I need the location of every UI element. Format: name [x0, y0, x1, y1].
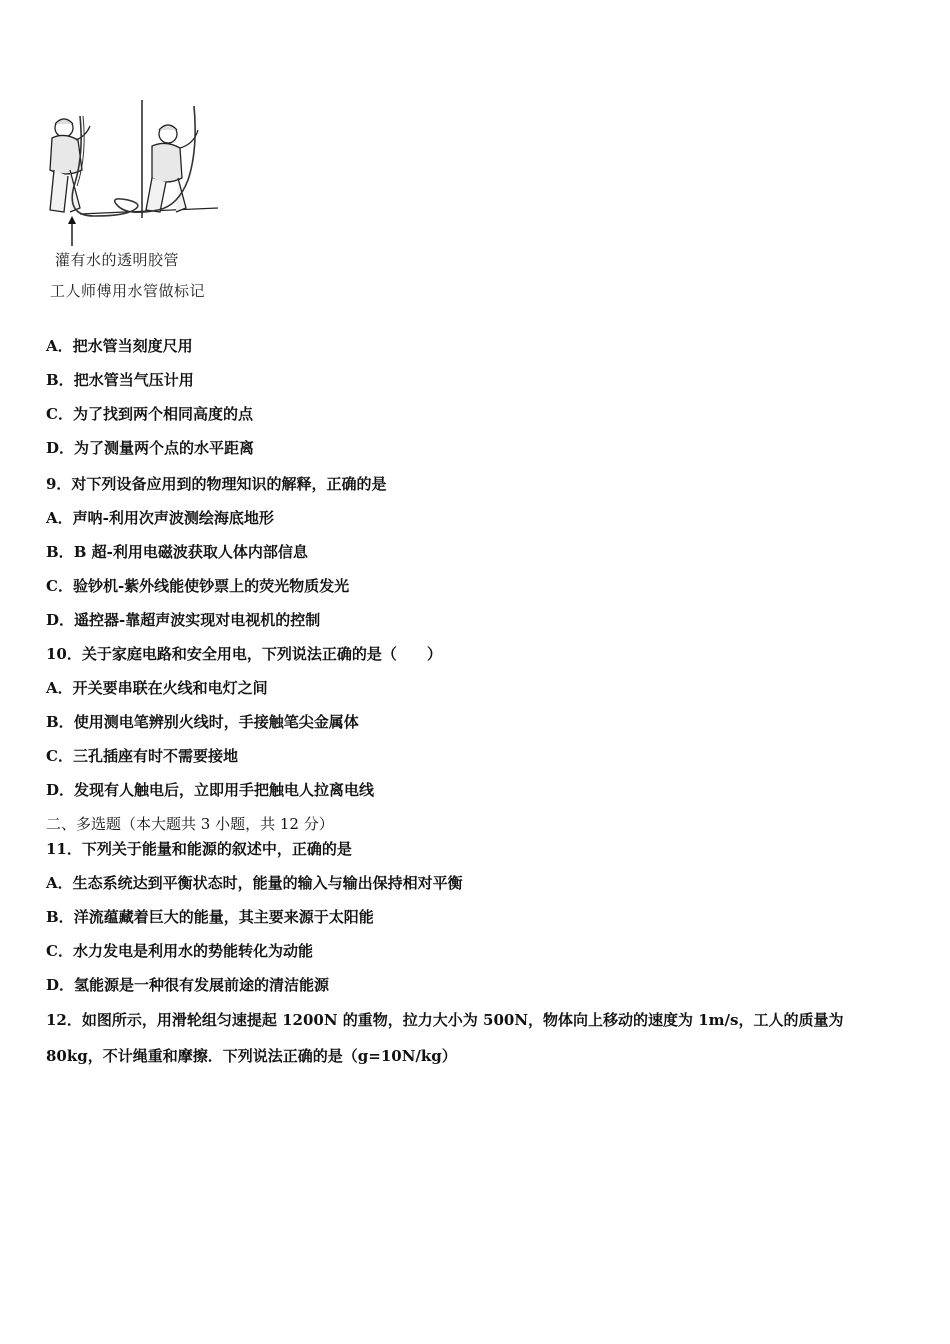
- workers-illustration: [40, 98, 230, 248]
- q11-option-c: [46, 941, 313, 961]
- option-text: 验钞机-紫外线能使钞票上的荧光物质发光: [72, 577, 350, 595]
- q9-option-c: [46, 576, 349, 596]
- option-text: 开关要串联在火线和电灯之间: [72, 679, 268, 697]
- option-text: 发现有人触电后，立即用手把触电人拉离电线: [74, 781, 375, 799]
- q10-stem: 10．关于家庭电路和安全用电，下列说法正确的是（ ）: [46, 645, 442, 663]
- q8-option-d: [46, 438, 254, 458]
- q8-option-c: [46, 404, 253, 424]
- figure-caption: 工人师傅用水管做标记: [50, 282, 206, 300]
- option-text: B 超-利用电磁波获取人体内部信息: [73, 543, 308, 561]
- option-text: 把水管当气压计用: [73, 371, 194, 389]
- q10-option-d: [46, 780, 374, 800]
- q11-option-b: [46, 907, 374, 927]
- option-text: 生态系统达到平衡状态时，能量的输入与输出保持相对平衡: [72, 874, 463, 892]
- q11-stem: 11．下列关于能量和能源的叙述中，正确的是: [46, 840, 352, 858]
- option-key: C．: [46, 942, 73, 960]
- q9-stem: 9．对下列设备应用到的物理知识的解释，正确的是: [46, 475, 387, 493]
- option-text: 洋流蕴藏着巨大的能量，其主要来源于太阳能: [73, 908, 374, 926]
- option-text: 水力发电是利用水的势能转化为动能: [72, 942, 313, 960]
- q10-option-a: [46, 678, 268, 698]
- hose-label: 灌有水的透明胶管: [55, 251, 180, 269]
- option-key: A．: [46, 874, 73, 892]
- q9-option-d: [46, 610, 320, 630]
- option-key: B．: [46, 713, 74, 731]
- option-key: B．: [46, 543, 74, 561]
- option-text: 为了找到两个相同高度的点: [72, 405, 253, 423]
- option-text: 声呐-利用次声波测绘海底地形: [72, 509, 274, 527]
- section-heading: 二、多选题（本大题共 3 小题，共 12 分）: [46, 815, 334, 833]
- q10-option-c: [46, 746, 238, 766]
- option-key: C．: [46, 405, 73, 423]
- q8-option-a: [46, 336, 193, 356]
- option-key: A．: [46, 509, 73, 527]
- option-text: 氢能源是一种很有发展前途的清洁能源: [74, 976, 330, 994]
- option-key: A．: [46, 679, 73, 697]
- q12-stem-line1: 12．如图所示，用滑轮组匀速提起 1200N 的重物，拉力大小为 500N，物体向上移动的速度为 1m/s，工人的质量为: [46, 1011, 844, 1029]
- q9-option-a: [46, 508, 274, 528]
- q10-option-b: [46, 712, 359, 732]
- q12-stem-line2: 80kg，不计绳重和摩擦．下列说法正确的是（g=10N/kg）: [46, 1047, 457, 1065]
- option-text: 使用测电笔辨别火线时，手接触笔尖金属体: [73, 713, 359, 731]
- option-key: C．: [46, 747, 73, 765]
- water-hose-figure: [40, 98, 230, 308]
- q8-option-b: [46, 370, 194, 390]
- option-text: 三孔插座有时不需要接地: [72, 747, 238, 765]
- q9-option-b: [46, 542, 308, 562]
- option-key: B．: [46, 371, 74, 389]
- option-key: D．: [46, 976, 75, 994]
- option-key: D．: [46, 611, 75, 629]
- option-key: A．: [46, 337, 73, 355]
- option-key: D．: [46, 439, 75, 457]
- option-key: C．: [46, 577, 73, 595]
- option-text: 遥控器-靠超声波实现对电视机的控制: [74, 611, 321, 629]
- option-key: D．: [46, 781, 75, 799]
- option-key: B．: [46, 908, 74, 926]
- q11-option-a: [46, 873, 463, 893]
- option-text: 为了测量两个点的水平距离: [74, 439, 255, 457]
- q11-option-d: [46, 975, 329, 995]
- option-text: 把水管当刻度尺用: [72, 337, 193, 355]
